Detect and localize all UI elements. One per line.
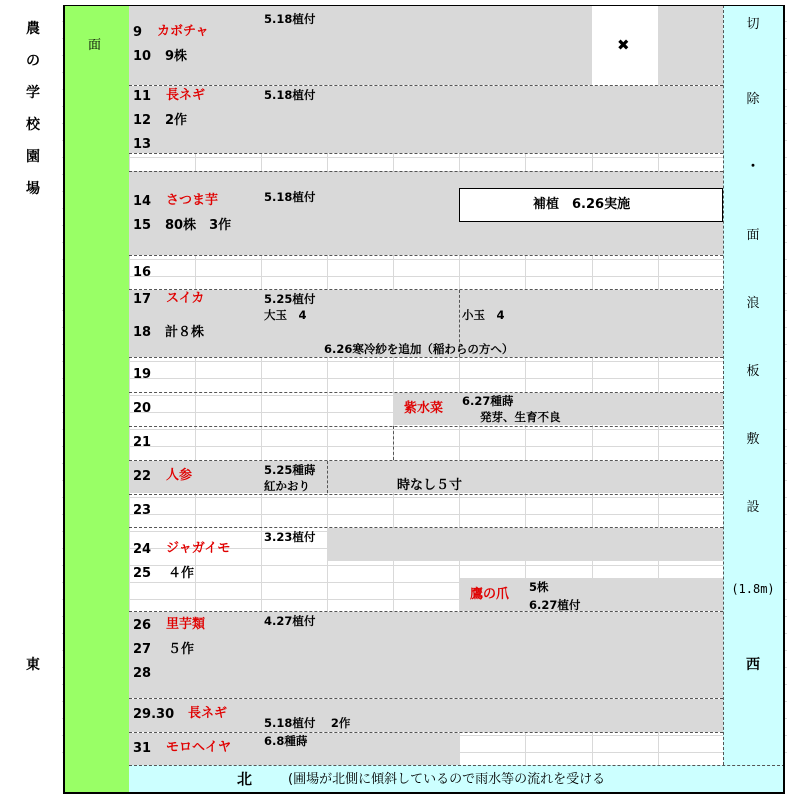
right-char-6: 板 [746,364,760,379]
variety-small: 小玉 4 [462,308,505,322]
separator-vertical [723,5,724,765]
crop-name-2: 鷹の爪 [470,587,510,602]
crop-name: スイカ [166,291,205,306]
separator [129,494,723,495]
frame-right [783,5,785,794]
crop-name: さつま芋 [166,193,219,208]
crop-name: 人参 [166,468,193,483]
right-char-7: 敷 [746,432,760,447]
row-number: 27 [133,642,152,657]
reinforce-label: 補植 6.26実施 [533,197,631,212]
plot-note: ５作 [168,642,195,657]
row-number: 16 [133,265,152,280]
north-label: 北 [237,770,253,788]
row-number: 9 [133,25,143,40]
title-char-2: の [26,53,40,69]
frame-bottom [63,792,785,794]
green-column-label: 面 [88,38,102,53]
right-char-4: 面 [746,228,760,243]
separator [129,460,723,461]
plot-remark: 時なし５寸 [397,478,463,493]
plot-26-28 [129,612,723,698]
plot-21-divider [393,426,394,460]
separator [129,732,723,733]
plot-remark: 発芽、生育不良 [480,410,561,424]
row-number: 22 [133,469,152,484]
row-number: 15 [133,218,152,233]
plant-date: 6.27種蒔 [462,394,514,408]
separator [129,171,723,172]
east-label: 東 [26,657,40,673]
title-char-4: 校 [26,117,40,133]
row-number: 24 [133,542,152,557]
plant-date: 5.18植付 [264,12,316,26]
row-number: 29.30 [133,707,175,722]
row-number: 31 [133,741,152,756]
row-number: 25 [133,566,152,581]
title-char-5: 園 [26,149,40,165]
plant-date: 3.23植付 [264,530,316,544]
separator [129,255,723,256]
width-note: (1.8m) [731,582,775,596]
plot-note: ４作 [168,566,195,581]
plot-note: 80株 3作 [165,218,232,233]
crop-name: ジャガイモ [166,541,231,556]
variety-name: 紅かおり [264,479,310,493]
right-char-8: 設 [746,500,760,515]
plant-date: 4.27植付 [264,614,316,628]
separator [129,357,723,358]
crop-name: 長ネギ [166,88,206,103]
title-char-1: 農 [26,21,40,37]
plot-note: 計８株 [165,325,205,340]
plot-remark: 6.26寒冷紗を追加（稲わらの方へ） [324,342,514,356]
west-label: 西 [746,657,760,673]
row-number: 26 [133,618,152,633]
title-char-6: 場 [26,181,40,197]
right-char-2: 除 [746,92,760,107]
separator [129,611,723,612]
cross-mark-icon: ✖ [617,36,630,54]
crop-name: 長ネギ [188,706,228,721]
title-char-3: 学 [26,85,40,101]
right-char-1: 切 [746,17,760,32]
row-number: 23 [133,503,152,518]
row-number: 11 [133,89,152,104]
row-number: 12 [133,113,152,128]
crop-name: 里芋類 [166,617,206,632]
row-number: 20 [133,401,152,416]
separator [129,392,723,393]
crop-name: モロヘイヤ [166,740,232,755]
frame-top [63,5,785,6]
row-number: 17 [133,292,152,307]
plant-date: 5.18植付 2作 [264,716,351,730]
row-number: 19 [133,367,152,382]
plant-date: 5.18植付 [264,88,316,102]
plant-date: 5.25種蒔 [264,463,316,477]
variety-large: 大玉 4 [264,308,307,322]
plant-date: 6.8種蒔 [264,734,308,748]
row-number: 10 [133,49,152,64]
plant-date: 5.18植付 [264,190,316,204]
crop-name: 紫水菜 [404,401,444,416]
separator [129,698,723,699]
separator [129,85,723,86]
crop-name: カボチャ [157,24,209,39]
plant-date: 5.25植付 [264,292,316,306]
row-number: 18 [133,325,152,340]
footer-note: (圃場が北側に傾斜しているので雨水等の流れを受ける [288,772,606,787]
plot-24-crop [327,528,723,561]
row-number: 13 [133,137,152,152]
plant-date: 6.27植付 [529,598,581,612]
plot-note: 9株 [165,49,188,64]
separator [129,426,723,427]
plot-note: 2作 [165,113,188,128]
plot-22-divider [327,461,328,493]
right-column [723,5,783,765]
right-char-5: 浪 [746,296,760,311]
row-number: 28 [133,666,152,681]
plant-count: 5株 [529,580,549,594]
separator [129,289,723,290]
right-char-3: ・ [746,159,760,174]
green-column [63,5,129,793]
separator [129,153,723,154]
separator [129,527,723,528]
plot-11-13 [129,86,723,153]
row-number: 14 [133,194,152,209]
row-number: 21 [133,435,152,450]
